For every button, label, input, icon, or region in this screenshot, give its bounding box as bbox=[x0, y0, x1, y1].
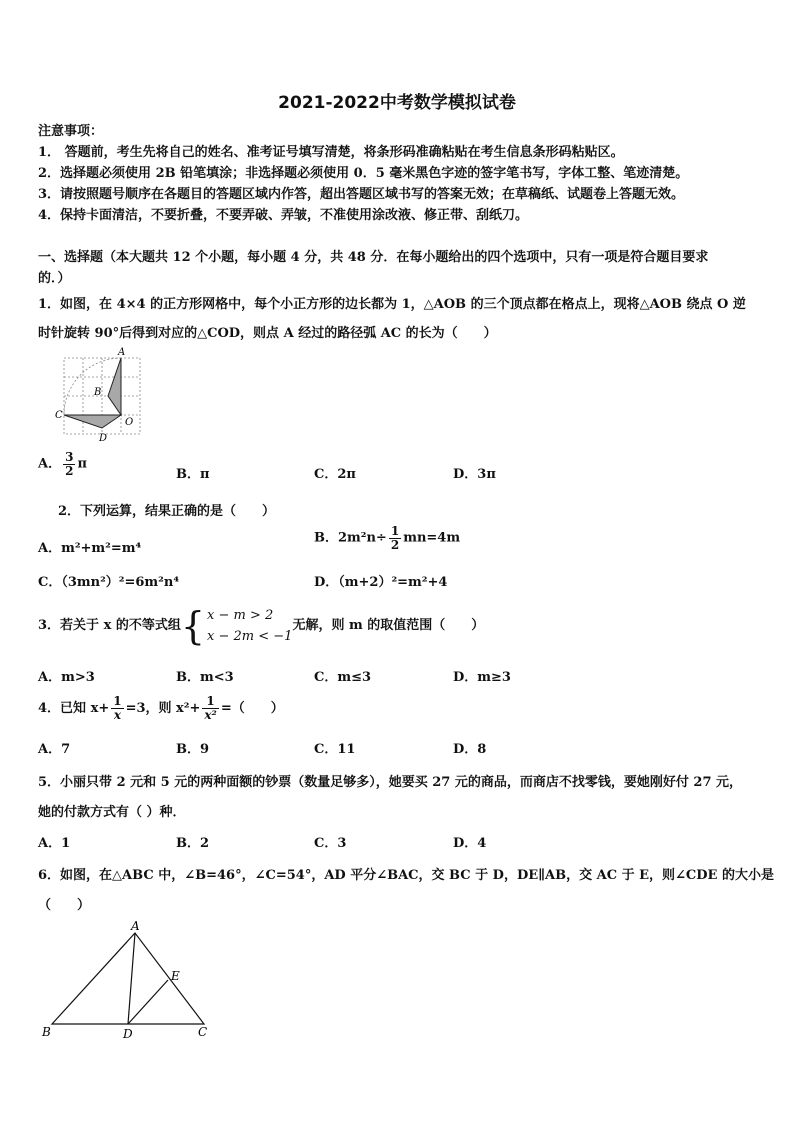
q2-option-b-suffix: mn=4m bbox=[403, 530, 461, 546]
q4-f1-den: x bbox=[113, 708, 121, 722]
q4-stem bbox=[38, 690, 284, 728]
q5-option-c: C．3 bbox=[314, 836, 347, 851]
q1-option-c: C．2π bbox=[314, 467, 356, 482]
q2-option-c: C．（3mn²）²=6m²n⁴ bbox=[38, 575, 180, 590]
q1-label-c: C bbox=[55, 410, 63, 421]
q2-option-b-fraction bbox=[389, 525, 401, 551]
q1-stem-line1: 1．如图，在 4×4 的正方形网格中，每个小正方形的边长都为 1，△AOB 的三个顶点都在格点上，现将△AOB 绕点 O 逆 bbox=[38, 297, 746, 312]
q4-fraction-1 bbox=[111, 695, 123, 721]
q1-option-d: D．3π bbox=[453, 467, 496, 482]
section-header-line1: 一、选择题（本大题共 12 个小题，每小题 4 分，共 48 分．在每小题给出的四个选项中，只有一项是符合题目要求 bbox=[38, 250, 709, 265]
q2-option-d: D．（m+2）²=m²+4 bbox=[314, 575, 448, 590]
q6-stem-line1: 6．如图，在△ABC 中，∠B=46°，∠C=54°，AD 平分∠BAC，交 BC 于 D，DE∥AB，交 AC 于 E，则∠CDE 的大小是 bbox=[38, 868, 774, 883]
q5-option-b: B．2 bbox=[176, 836, 210, 851]
q2-option-b-den: 2 bbox=[390, 537, 400, 552]
q1-triangle-aob bbox=[108, 358, 121, 415]
q1-label-d: D bbox=[99, 433, 108, 444]
q4-option-d: D．8 bbox=[453, 742, 487, 757]
q4-option-a: A．7 bbox=[38, 742, 71, 757]
q4-f1-num: 1 bbox=[113, 694, 122, 709]
q3-option-d: D．m≥3 bbox=[453, 670, 511, 685]
q4-f2-den: x² bbox=[204, 708, 217, 722]
q3-stem bbox=[38, 600, 484, 652]
q1-label-o: O bbox=[125, 417, 134, 428]
q4-prefix: 4．已知 x+ bbox=[38, 701, 110, 716]
q5-stem-line1: 5．小丽只带 2 元和 5 元的两种面额的钞票（数量足够多），她要买 27 元的商品，而商店不找零钱，要她刚好付 27 元， bbox=[38, 775, 743, 790]
q6-label-a: A bbox=[131, 920, 140, 933]
note-item-3: 3．请按照题号顺序在各题目的答题区域内作答，超出答题区域书写的答案无效；在草稿纸、试题卷上答题无效。 bbox=[38, 187, 685, 202]
q6-label-e: E bbox=[171, 969, 180, 983]
q3-option-b: B．m<3 bbox=[176, 670, 234, 685]
q4-f2-num: 1 bbox=[202, 695, 218, 709]
q4-option-c: C．11 bbox=[314, 742, 356, 757]
q6-label-b: B bbox=[42, 1025, 51, 1039]
note-item-4: 4．保持卡面清洁，不要折叠，不要弄破、弄皱，不准使用涂改液、修正带、刮纸刀。 bbox=[38, 208, 529, 223]
q1-triangle-cod bbox=[64, 415, 121, 428]
q2-option-a: A．m²+m²=m⁴ bbox=[38, 541, 142, 556]
q1-option-a-suffix: π bbox=[77, 456, 87, 472]
q4-option-b: B．9 bbox=[176, 742, 210, 757]
q3-prefix: 3．若关于 x 的不等式组 bbox=[38, 618, 181, 633]
q4-mid: =3，则 x²+ bbox=[125, 701, 201, 716]
q4-fraction-2 bbox=[202, 695, 218, 721]
notes-heading: 注意事项： bbox=[38, 124, 104, 139]
q4-suffix: =（ ） bbox=[220, 701, 284, 716]
q3-system bbox=[207, 605, 292, 647]
q1-option-a-num: 3 bbox=[65, 450, 74, 464]
q6-segment-ad bbox=[128, 933, 135, 1024]
q6-segment-de bbox=[128, 980, 168, 1024]
q2-option-b-prefix: B．2m²n÷ bbox=[314, 530, 387, 546]
q2-option-b bbox=[314, 525, 460, 551]
note-item-1: 1． 答题前，考生先将自己的姓名、准考证号填写清楚，将条形码准确粘贴在考生信息条形码粘贴区。 bbox=[38, 145, 624, 160]
q6-label-d: D bbox=[123, 1027, 133, 1041]
q3-option-a: A．m>3 bbox=[38, 670, 95, 685]
q1-option-a-prefix: A． bbox=[38, 456, 62, 472]
q1-option-a-den: 2 bbox=[65, 463, 74, 478]
q3-ineq-1: x − m > 2 bbox=[207, 607, 274, 623]
q1-label-a: A bbox=[118, 347, 126, 358]
section-header-line2: 的．） bbox=[38, 271, 71, 286]
q3-ineq-2: x − 2m < −1 bbox=[207, 628, 293, 644]
q6-stem-line2: （ ） bbox=[38, 898, 91, 913]
q6-triangle-figure bbox=[36, 920, 216, 1045]
q1-option-a bbox=[38, 451, 87, 477]
q3-suffix: 无解，则 m 的取值范围（ ） bbox=[292, 618, 485, 633]
q1-option-a-fraction bbox=[63, 451, 75, 477]
q6-label-c: C bbox=[198, 1025, 208, 1039]
q1-stem-line2: 时针旋转 90°后得到对应的△COD，则点 A 经过的路径弧 AC 的长为（ ） bbox=[38, 326, 497, 341]
q1-label-b: B bbox=[94, 387, 102, 398]
q1-grid-figure bbox=[52, 346, 152, 444]
note-item-2: 2．选择题必须使用 2B 铅笔填涂；非选择题必须使用 0．5 毫米黑色字迹的签字笔书写，字体工整、笔迹清楚。 bbox=[38, 166, 689, 181]
q5-option-d: D．4 bbox=[453, 836, 487, 851]
q6-triangle-abc bbox=[52, 933, 204, 1024]
page-title: 2021-2022中考数学模拟试卷 bbox=[278, 93, 516, 113]
q2-stem: 2．下列运算，结果正确的是（ ） bbox=[58, 504, 276, 519]
q3-option-c: C．m≤3 bbox=[314, 670, 372, 685]
q2-option-b-num: 1 bbox=[390, 524, 400, 538]
q3-brace: { bbox=[180, 603, 206, 648]
q1-option-b: B．π bbox=[176, 467, 210, 482]
q5-stem-line2: 她的付款方式有（ ）种． bbox=[38, 805, 186, 820]
q5-option-a: A．1 bbox=[38, 836, 71, 851]
